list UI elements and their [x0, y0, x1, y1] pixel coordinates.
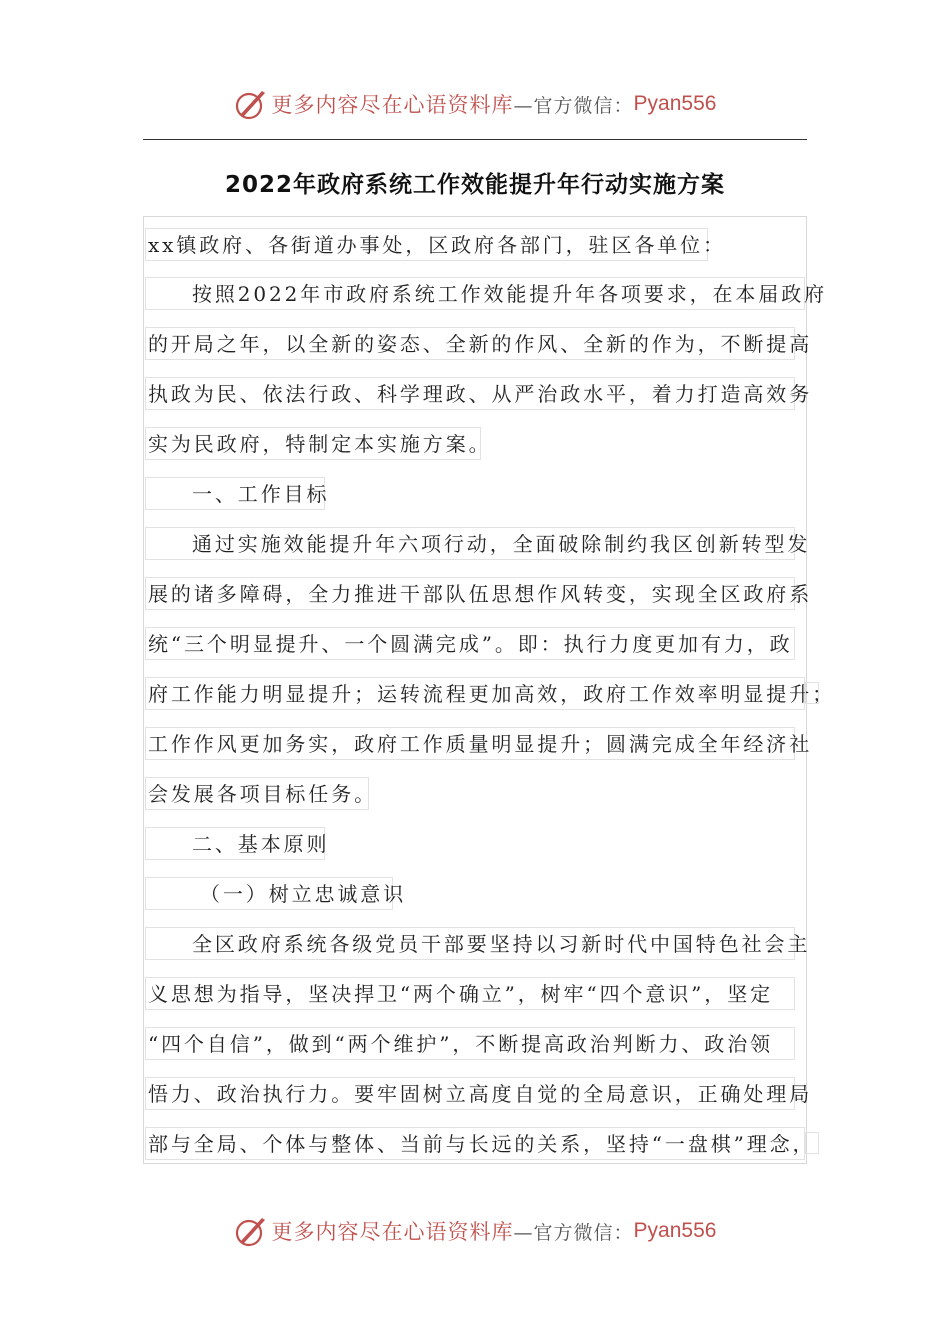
paragraph-line: 义思想为指导，坚决捍卫“两个确立”，树牢“四个意识”，坚定: [145, 977, 795, 1010]
watermark-banner-bottom: [0, 1211, 950, 1251]
paragraph-line: 部与全局、个体与整体、当前与长远的关系，坚持“一盘棋”理念，: [145, 1127, 805, 1160]
paragraph-line: 府工作能力明显提升；运转流程更加高效，政府工作效率明显提升；: [145, 677, 805, 710]
paragraph-line: “四个自信”，做到“两个维护”，不断提高政治判断力、政治领: [145, 1027, 795, 1060]
salutation-line: xx镇政府、各街道办事处，区政府各部门，驻区各单位：: [145, 228, 708, 261]
watermark-site-text: 更多内容尽在心语资料库: [271, 1220, 514, 1244]
paragraph-line: 统“三个明显提升、一个圆满完成”。即：执行力度更加有力，政: [145, 627, 795, 660]
overflow-marker: [805, 1132, 819, 1154]
watermark-wechat-id: Pyan556: [633, 92, 717, 115]
paragraph-line: 执政为民、依法行政、科学理政、从严治政水平，着力打造高效务: [145, 377, 795, 410]
paragraph-line: 工作作风更加务实，政府工作质量明显提升；圆满完成全年经济社: [145, 727, 795, 760]
watermark-separator: —官方微信：: [513, 1221, 634, 1244]
paragraph-line: 会发展各项目标任务。: [145, 777, 369, 810]
paragraph-line: 的开局之年，以全新的姿态、全新的作风、全新的作为，不断提高: [145, 327, 795, 360]
watermark-wechat-id: Pyan556: [633, 1219, 717, 1242]
subsection-heading: （一）树立忠诚意识: [145, 877, 393, 910]
paragraph-line: 实为民政府，特制定本实施方案。: [145, 427, 481, 460]
header-rule: [143, 139, 807, 140]
quill-logo-icon: [234, 1214, 268, 1248]
section-heading: 一、工作目标: [145, 477, 325, 510]
document-title: 2022年政府系统工作效能提升年行动实施方案: [224, 172, 725, 198]
quill-logo-icon: [234, 87, 268, 121]
watermark-separator: —官方微信：: [513, 94, 634, 117]
overflow-marker: [805, 682, 819, 704]
paragraph-line: 通过实施效能提升年六项行动，全面破除制约我区创新转型发: [145, 527, 795, 560]
paragraph-line: 展的诸多障碍，全力推进干部队伍思想作风转变，实现全区政府系: [145, 577, 795, 610]
section-heading: 二、基本原则: [145, 827, 325, 860]
paragraph-line: 悟力、政治执行力。要牢固树立高度自觉的全局意识，正确处理局: [145, 1077, 795, 1110]
watermark-site-text: 更多内容尽在心语资料库: [271, 93, 514, 117]
paragraph-line: 全区政府系统各级党员干部要坚持以习新时代中国特色社会主: [145, 927, 795, 960]
watermark-banner-top: [0, 84, 950, 124]
paragraph-line: 按照2022年市政府系统工作效能提升年各项要求，在本届政府: [145, 277, 805, 310]
